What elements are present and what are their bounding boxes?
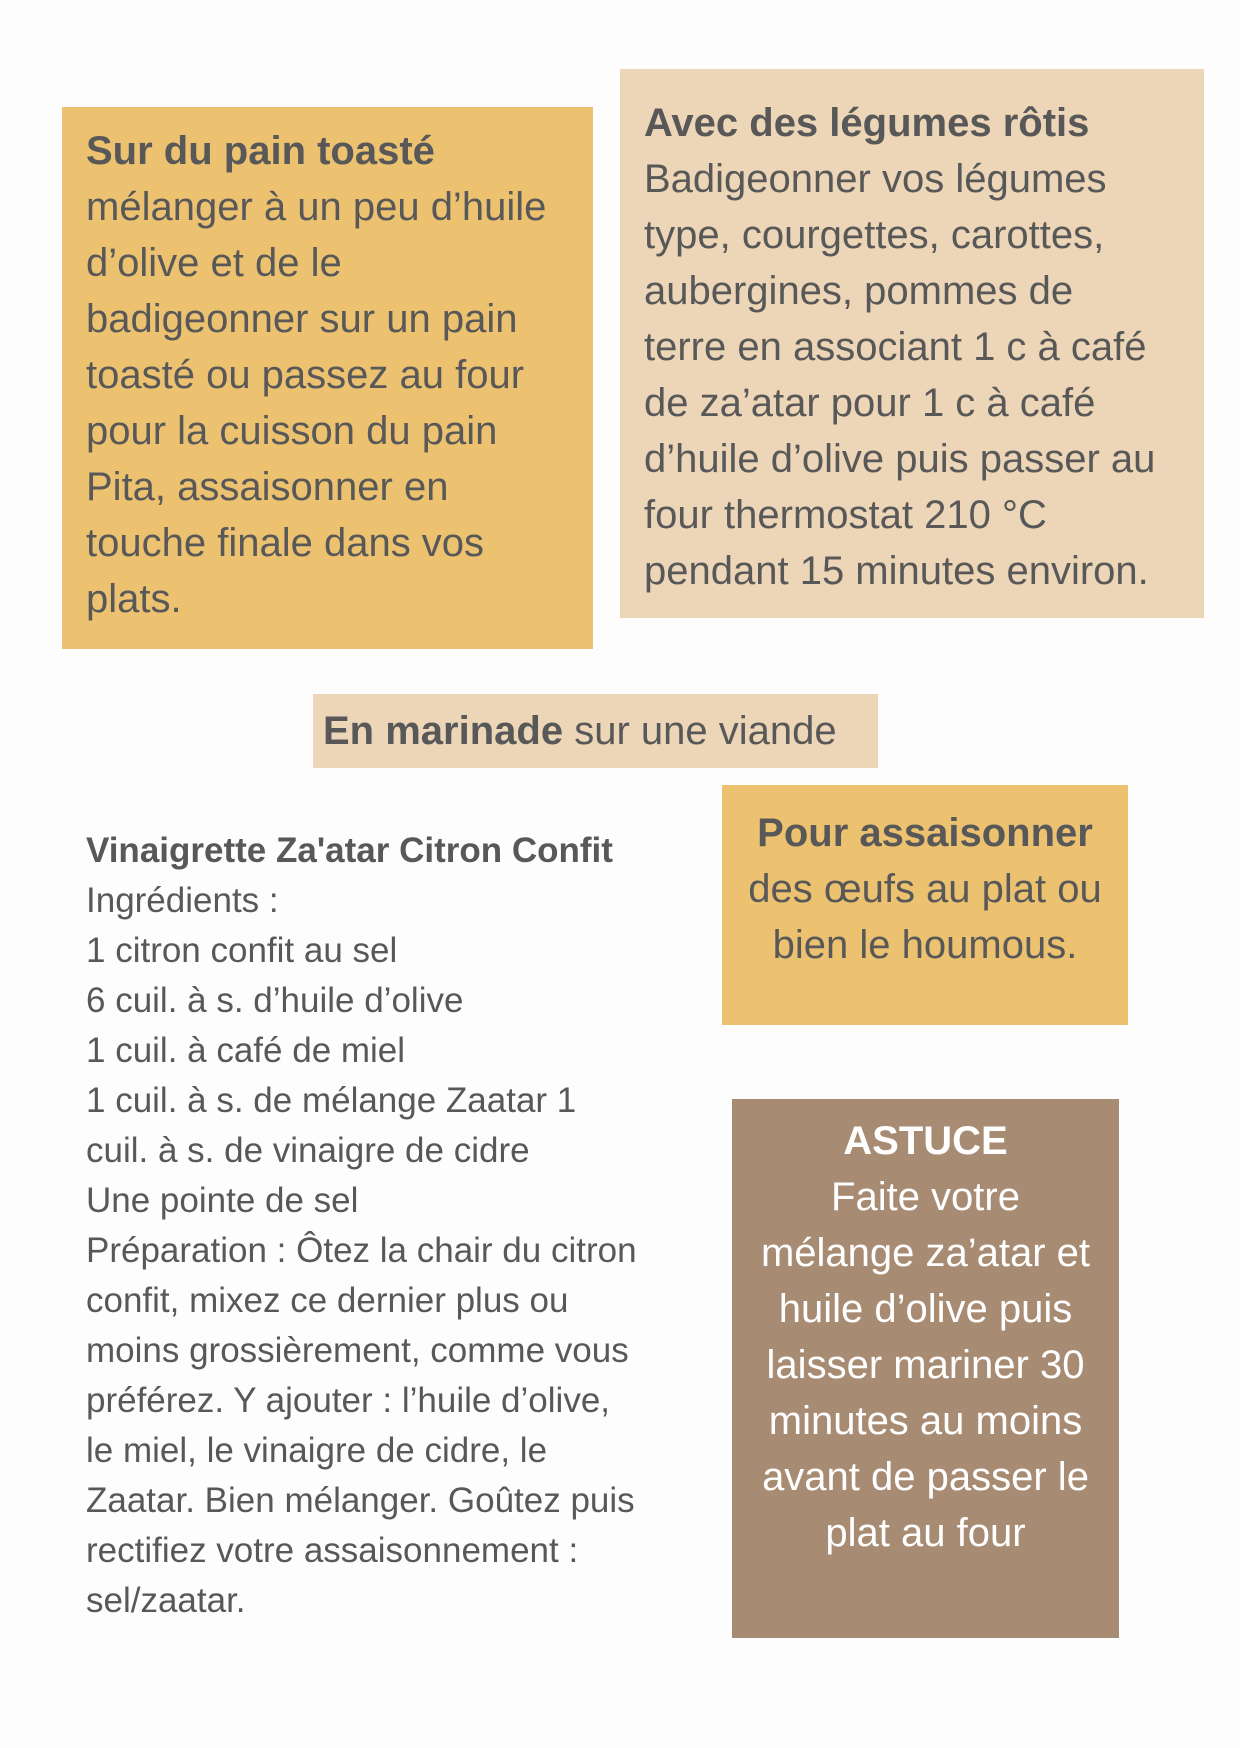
recipe-line: 1 cuil. à s. de mélange Zaatar 1: [86, 1081, 577, 1120]
recipe-line: 6 cuil. à s. d’huile d’olive: [86, 981, 464, 1020]
text-line: huile d’olive puis: [778, 1287, 1073, 1331]
text-line: mélange za’atar et: [760, 1231, 1091, 1275]
card-title: Avec des légumes rôtis: [644, 101, 1090, 145]
text-line: four thermostat 210 °C: [644, 493, 1047, 537]
recipe-line: 1 citron confit au sel: [86, 931, 398, 970]
text-line: touche finale dans vos: [86, 521, 485, 565]
text-line: Pita, assaisonner en: [86, 465, 449, 509]
text-line: pour la cuisson du pain: [86, 409, 498, 453]
text-line: mélanger à un peu d’huile: [86, 185, 547, 229]
recipe-line: le miel, le vinaigre de cidre, le: [86, 1431, 548, 1470]
text-line: terre en associant 1 c à café: [644, 325, 1147, 369]
text-line: pendant 15 minutes environ.: [644, 549, 1149, 593]
recipe-line: moins grossièrement, comme vous: [86, 1331, 629, 1370]
marinade-bold: En marinade: [323, 709, 564, 753]
recipe-line: confit, mixez ce dernier plus ou: [86, 1281, 569, 1320]
text-line: type, courgettes, carottes,: [644, 213, 1105, 257]
recipe-line: Préparation : Ôtez la chair du citron: [86, 1231, 637, 1270]
text-line: de za’atar pour 1 c à café: [644, 381, 1096, 425]
text-line: minutes au moins: [768, 1399, 1083, 1443]
card-title: Pour assaisonner: [757, 811, 1093, 855]
text-line: toasté ou passez au four: [86, 353, 525, 397]
text-line: Faite votre: [831, 1175, 1020, 1219]
text-line: plats.: [86, 577, 182, 621]
card-title: Sur du pain toasté: [86, 129, 435, 173]
text-line: laisser mariner 30: [766, 1343, 1085, 1387]
recipe-line: 1 cuil. à café de miel: [86, 1031, 406, 1070]
tip-title: ASTUCE: [843, 1119, 1008, 1163]
recipe-line: Une pointe de sel: [86, 1181, 359, 1220]
text-line: d’huile d’olive puis passer au: [644, 437, 1156, 481]
card-seasoning: [722, 785, 1128, 1025]
card-roasted-vegetables: [620, 69, 1204, 618]
recipe-line: rectifiez votre assaisonnement :: [86, 1531, 579, 1570]
text-line: d’olive et de le: [86, 241, 342, 285]
recipe-line: Zaatar. Bien mélanger. Goûtez puis: [86, 1481, 635, 1520]
marinade-rest: sur une viande: [563, 709, 837, 753]
recipe-title: Vinaigrette Za'atar Citron Confit: [86, 831, 613, 870]
text-line: Badigeonner vos légumes: [644, 157, 1107, 201]
recipe-vinaigrette: [86, 826, 726, 1626]
recipe-line: sel/zaatar.: [86, 1581, 246, 1620]
card-toasted-bread: [62, 107, 593, 649]
marinade-line: [323, 694, 868, 768]
recipe-line: Ingrédients :: [86, 881, 279, 920]
text-line: des œufs au plat ou: [748, 867, 1102, 911]
text-line: aubergines, pommes de: [644, 269, 1074, 313]
text-line: bien le houmous.: [772, 923, 1078, 967]
text-line: plat au four: [825, 1511, 1026, 1555]
text-line: avant de passer le: [762, 1455, 1089, 1499]
recipe-line: cuil. à s. de vinaigre de cidre: [86, 1131, 530, 1170]
card-tip: [732, 1099, 1119, 1638]
text-line: badigeonner sur un pain: [86, 297, 518, 341]
card-marinade: [313, 694, 878, 768]
recipe-line: préférez. Y ajouter : l’huile d’olive,: [86, 1381, 611, 1420]
